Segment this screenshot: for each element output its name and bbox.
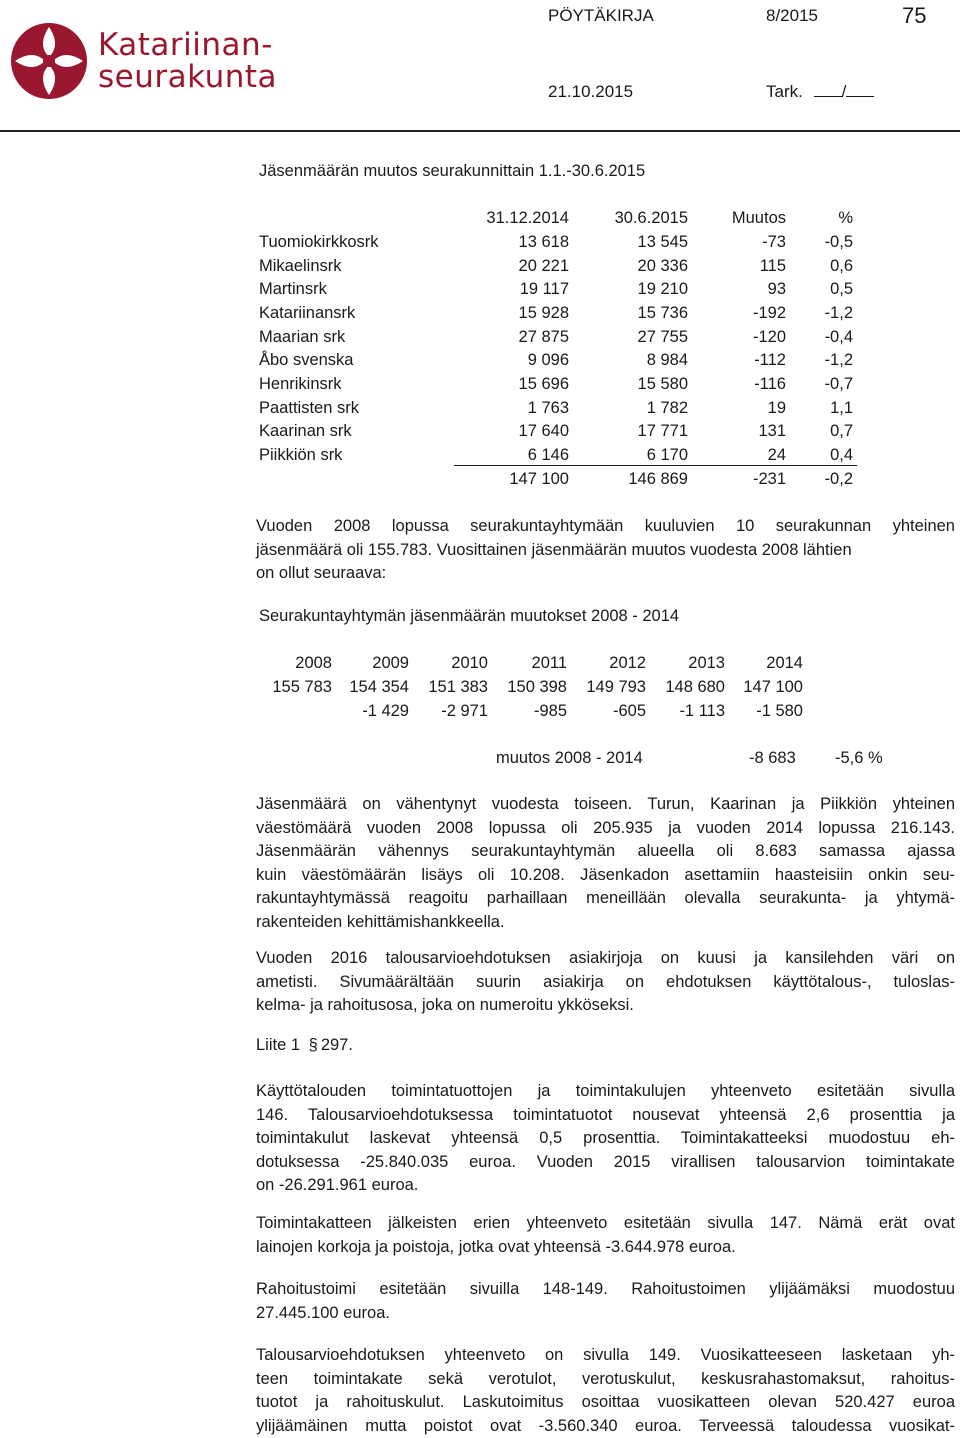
row-name: Henrikinsrk bbox=[259, 375, 342, 394]
cell-2014: 17 640 bbox=[519, 422, 569, 441]
header-cell: 30.6.2015 bbox=[615, 209, 688, 228]
cell-change: 131 bbox=[758, 422, 786, 441]
text-line: Jäsenmäärä on vähentynyt vuodesta toiseen. Turun, Kaarinan ja Piikkiön yhteinen bbox=[256, 793, 955, 817]
cell-2015: 20 336 bbox=[638, 257, 688, 276]
document-number: 8/2015 bbox=[766, 6, 818, 26]
cell-2015: 15 580 bbox=[638, 375, 688, 394]
cell-percent: 0,7 bbox=[830, 422, 853, 441]
members-cell: 147 100 bbox=[743, 678, 803, 697]
attachment-reference bbox=[256, 1036, 353, 1055]
table-row bbox=[258, 422, 858, 444]
cell-2015: 6 170 bbox=[647, 446, 688, 465]
paragraph-operating-margin bbox=[256, 1080, 955, 1198]
text-line: Talousarvioehdotuksen yhteenveto on sivulla 149. Vuosikatteeseen lasketaan yh- bbox=[256, 1344, 955, 1368]
text-line: rakuntayhtymässä reagoitu parhaillaan meneillään olevalla seurakunta- ja yhtymä- bbox=[256, 887, 955, 911]
years-header-row bbox=[258, 654, 818, 676]
cell-change: 115 bbox=[760, 257, 786, 276]
paragraph-membership-history bbox=[256, 515, 955, 586]
year-cell: 2012 bbox=[609, 654, 646, 673]
text-line: 27.445.100 euroa. bbox=[256, 1302, 955, 1326]
cell-2015: 15 736 bbox=[638, 304, 688, 323]
table-row bbox=[258, 351, 858, 373]
text-line: väestömäärä vuoden 2008 lopussa oli 205.935 ja vuoden 2014 lopussa 216.143. bbox=[256, 817, 955, 841]
text-line: Vuoden 2008 lopussa seurakuntayhtymään kuuluvien 10 seurakunnan yhteinen bbox=[256, 515, 955, 539]
text-line: on -26.291.961 euroa. bbox=[256, 1174, 955, 1198]
attachment-number: 297. bbox=[321, 1036, 353, 1054]
logo-text-line2: seurakunta bbox=[98, 62, 277, 93]
change-cell: -605 bbox=[613, 702, 646, 721]
meeting-date: 21.10.2015 bbox=[548, 82, 633, 102]
change-cell: -1 113 bbox=[679, 702, 725, 721]
row-name: Katariinansrk bbox=[259, 304, 355, 323]
summary-label: muutos 2008 - 2014 bbox=[496, 749, 643, 768]
section-title: Jäsenmäärän muutos seurakunnittain 1.1.-30.6.2015 bbox=[259, 162, 645, 181]
members-cell: 149 793 bbox=[586, 678, 646, 697]
change-cell: -1 429 bbox=[362, 702, 409, 721]
row-name: Paattisten srk bbox=[259, 399, 359, 418]
cell-2014: 13 618 bbox=[519, 233, 569, 252]
text-line: rakenteiden kehittämishankkeella. bbox=[256, 911, 955, 935]
total-percent: -0,2 bbox=[825, 470, 853, 489]
summary-percent: -5,6 % bbox=[835, 749, 883, 768]
cross-logo-icon bbox=[9, 21, 89, 101]
check-blank-2 bbox=[846, 82, 874, 97]
sum-underline bbox=[454, 465, 857, 466]
cell-change: 19 bbox=[768, 399, 786, 418]
cell-percent: 0,4 bbox=[830, 446, 853, 465]
year-cell: 2010 bbox=[451, 654, 488, 673]
paragraph-post-margin-items bbox=[256, 1212, 955, 1259]
table-row bbox=[258, 233, 858, 255]
year-cell: 2013 bbox=[688, 654, 725, 673]
page-number: 75 bbox=[902, 3, 926, 29]
row-name: Mikaelinsrk bbox=[259, 257, 342, 276]
change-cell: -985 bbox=[534, 702, 567, 721]
paragraph-financing bbox=[256, 1278, 955, 1325]
cell-percent: -1,2 bbox=[825, 351, 853, 370]
cell-2015: 1 782 bbox=[647, 399, 688, 418]
cell-change: -120 bbox=[753, 328, 786, 347]
cell-change: -192 bbox=[753, 304, 786, 323]
text-line: on ollut seuraava: bbox=[256, 562, 955, 586]
text-line: tuotot ja rahoituskulut. Laskutoimitus osoittaa vuosikatteen olevan 520.427 euroa bbox=[256, 1391, 955, 1415]
cell-percent: -0,4 bbox=[825, 328, 853, 347]
year-cell: 2011 bbox=[532, 654, 567, 673]
header-cell: 31.12.2014 bbox=[486, 209, 569, 228]
row-name: Åbo svenska bbox=[259, 351, 353, 370]
logo-text-line1: Katariinan- bbox=[98, 30, 273, 61]
row-name: Tuomiokirkkosrk bbox=[259, 233, 379, 252]
document-type: PÖYTÄKIRJA bbox=[548, 6, 654, 26]
year-cell: 2008 bbox=[295, 654, 332, 673]
table-row bbox=[258, 375, 858, 397]
header-cell: % bbox=[838, 209, 853, 228]
table-total-row bbox=[258, 470, 858, 492]
table-row bbox=[258, 328, 858, 350]
cell-2014: 27 875 bbox=[519, 328, 569, 347]
text-line: Jäsenmäärän vähennys seurakuntayhtymän alueella oli 8.683 samassa ajassa bbox=[256, 840, 955, 864]
section-sign: § bbox=[309, 1036, 318, 1054]
members-cell: 155 783 bbox=[272, 678, 332, 697]
cell-percent: 1,1 bbox=[830, 399, 853, 418]
table-header-row bbox=[258, 209, 858, 231]
cell-change: 24 bbox=[768, 446, 786, 465]
years-changes-row bbox=[258, 702, 818, 724]
text-line: toimintakulut laskevat yhteensä 0,5 prosenttia. Toimintakatteeksi muodostuu eh- bbox=[256, 1127, 955, 1151]
text-line: ametisti. Sivumäärältään suurin asiakirja on ehdotuksen käyttötalous-, tuloslas- bbox=[256, 971, 955, 995]
cell-2014: 19 117 bbox=[520, 280, 569, 299]
text-line: 146. Talousarvioehdotuksessa toimintatuotot nousevat yhteensä 2,6 prosenttia ja bbox=[256, 1104, 955, 1128]
paragraph-population bbox=[256, 793, 955, 934]
cell-change: -112 bbox=[754, 351, 786, 370]
year-cell: 2014 bbox=[766, 654, 803, 673]
text-line: jäsenmäärä oli 155.783. Vuosittainen jäsenmäärän muutos vuodesta 2008 lähtien bbox=[256, 539, 955, 563]
members-cell: 150 398 bbox=[507, 678, 567, 697]
header-cell: Muutos bbox=[732, 209, 786, 228]
cell-percent: 0,5 bbox=[830, 280, 853, 299]
cell-2014: 15 696 bbox=[519, 375, 569, 394]
row-name: Maarian srk bbox=[259, 328, 345, 347]
cell-percent: -0,7 bbox=[825, 375, 853, 394]
cell-2014: 9 096 bbox=[528, 351, 569, 370]
text-line: kuin väestömäärän lisäys oli 10.208. Jäsenkadon asettamiin haasteisiin onkin seu- bbox=[256, 864, 955, 888]
text-line: dotuksessa -25.840.035 euroa. Vuoden 2015 virallisen talousarvion toimintakate bbox=[256, 1151, 955, 1175]
paragraph-summary bbox=[256, 1344, 955, 1438]
cell-change: -116 bbox=[754, 375, 786, 394]
members-cell: 148 680 bbox=[665, 678, 725, 697]
change-cell: -2 971 bbox=[441, 702, 488, 721]
cell-percent: -1,2 bbox=[825, 304, 853, 323]
change-cell: -1 580 bbox=[756, 702, 803, 721]
row-name: Kaarinan srk bbox=[259, 422, 352, 441]
members-cell: 151 383 bbox=[428, 678, 488, 697]
text-line: Rahoitustoimi esitetään sivuilla 148-149. Rahoitustoimen ylijäämäksi muodostuu bbox=[256, 1278, 955, 1302]
text-line: lainojen korkoja ja poistoja, jotka ovat yhteensä -3.644.978 euroa. bbox=[256, 1236, 955, 1260]
cell-2015: 13 545 bbox=[638, 233, 688, 252]
cell-percent: -0,5 bbox=[825, 233, 853, 252]
attachment-label: Liite 1 bbox=[256, 1036, 300, 1054]
check-blank-1 bbox=[814, 82, 842, 97]
table-row bbox=[258, 257, 858, 279]
header-divider bbox=[0, 130, 960, 132]
table-row bbox=[258, 399, 858, 421]
row-name: Martinsrk bbox=[259, 280, 327, 299]
text-line: Vuoden 2016 talousarvioehdotuksen asiakirjoja on kuusi ja kansilehden väri on bbox=[256, 947, 955, 971]
cell-2015: 19 210 bbox=[638, 280, 688, 299]
cell-percent: 0,6 bbox=[830, 257, 853, 276]
cell-2014: 6 146 bbox=[528, 446, 569, 465]
cell-2014: 20 221 bbox=[519, 257, 569, 276]
cell-2014: 15 928 bbox=[519, 304, 569, 323]
total-2014: 147 100 bbox=[509, 470, 569, 489]
table-row bbox=[258, 304, 858, 326]
cell-2015: 17 771 bbox=[638, 422, 688, 441]
table-row bbox=[258, 280, 858, 302]
text-line: Käyttötalouden toimintatuottojen ja toimintakulujen yhteenveto esitetään sivulla bbox=[256, 1080, 955, 1104]
paragraph-budget-documents bbox=[256, 947, 955, 1018]
total-change: -231 bbox=[753, 470, 786, 489]
cell-2015: 27 755 bbox=[638, 328, 688, 347]
total-2015: 146 869 bbox=[628, 470, 688, 489]
cell-change: -73 bbox=[762, 233, 786, 252]
year-cell: 2009 bbox=[372, 654, 409, 673]
text-line: teen toimintakate sekä verotulot, verotuskulut, keskusrahastomaksut, rahoitus- bbox=[256, 1368, 955, 1392]
members-cell: 154 354 bbox=[349, 678, 409, 697]
row-name: Piikkiön srk bbox=[259, 446, 342, 465]
cell-2014: 1 763 bbox=[528, 399, 569, 418]
check-field bbox=[766, 82, 874, 102]
years-table-title: Seurakuntayhtymän jäsenmäärän muutokset 2008 - 2014 bbox=[259, 607, 679, 626]
years-members-row bbox=[258, 678, 818, 700]
summary-value: -8 683 bbox=[749, 749, 796, 768]
cell-2015: 8 984 bbox=[647, 351, 688, 370]
check-separator: / bbox=[842, 82, 847, 101]
text-line: Toimintakatteen jälkeisten erien yhteenveto esitetään sivulla 147. Nämä erät ovat bbox=[256, 1212, 955, 1236]
check-label: Tark. bbox=[766, 82, 803, 101]
text-line: kelma- ja rahoitusosa, joka on numeroitu ykköseksi. bbox=[256, 994, 955, 1018]
text-line: ylijäämäinen mutta poistot ovat -3.560.340 euroa. Terveessä taloudessa vuosikat- bbox=[256, 1415, 955, 1438]
cell-change: 93 bbox=[768, 280, 786, 299]
